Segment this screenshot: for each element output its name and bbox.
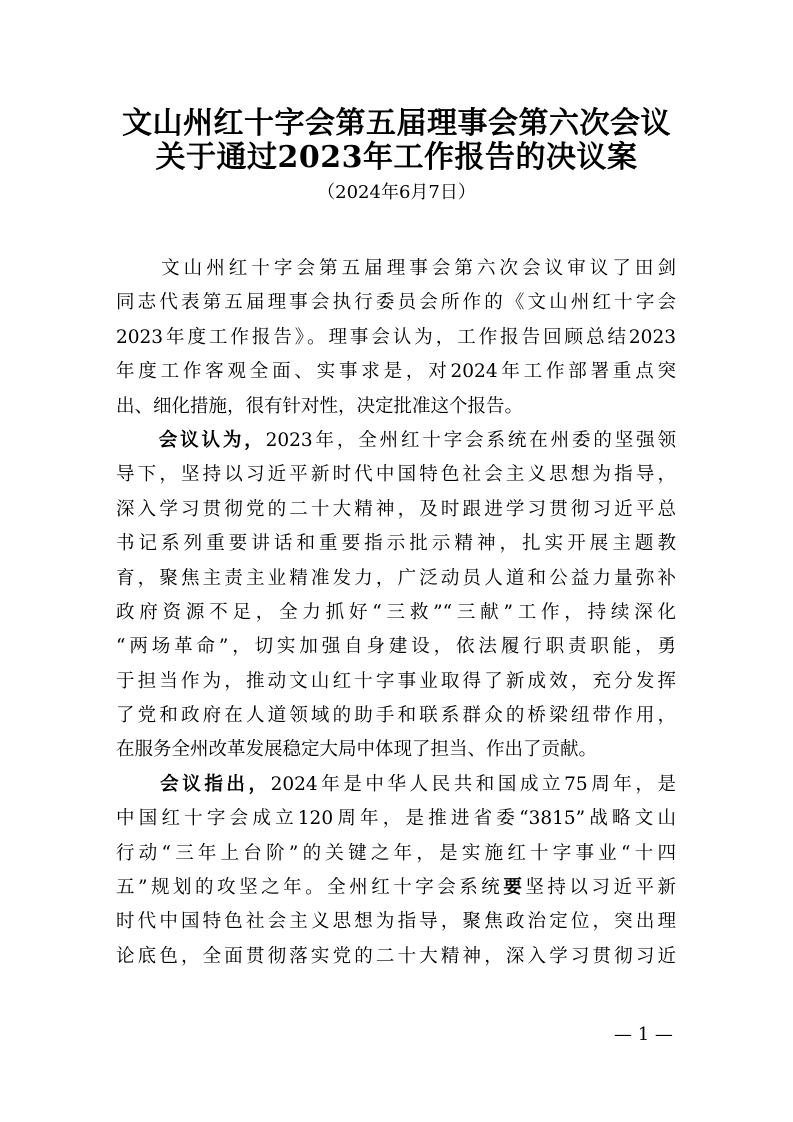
body-line: 书记系列重要讲话和重要指示批示精神，扎实开展主题教	[116, 533, 676, 555]
paragraph-lead: 会议认为，	[158, 429, 266, 451]
body-line: 政府资源不足，全力抓好“三救”“三献”工作，持续深化	[116, 601, 676, 623]
body-line: 时代中国特色社会主义思想为指导，聚焦政治定位，突出理	[116, 911, 676, 933]
document-body	[116, 252, 676, 974]
body-line	[116, 424, 676, 458]
body-text: 2023年，全州红十字会系统在州委的坚强领	[265, 429, 676, 451]
body-line: 于担当作为，推动文山红十字事业取得了新成效，充分发挥	[116, 670, 676, 692]
document-date: （2024年6月7日）	[317, 182, 476, 203]
body-line: 了党和政府在人道领域的助手和联系群众的桥梁纽带作用，	[116, 705, 676, 727]
page-number: — 1 —	[614, 1024, 673, 1045]
document-title-line-2: 关于通过2023年工作报告的决议案	[155, 140, 638, 175]
body-line: 2023年度工作报告》。理事会认为，工作报告回顾总结2023	[116, 326, 676, 348]
body-line	[116, 871, 676, 905]
body-line: 导下，坚持以习近平新时代中国特色社会主义思想为指导，	[116, 464, 676, 486]
body-line: “两场革命”，切实加强自身建设，依法履行职责职能，勇	[116, 636, 676, 658]
body-line: 论底色，全面贯彻落实党的二十大精神，深入学习贯彻习近	[116, 945, 676, 967]
body-line: 育，聚焦主责主业精准发力，广泛动员人道和公益力量弥补	[116, 567, 676, 589]
document-title-line-1: 文山州红十字会第五届理事会第六次会议	[122, 106, 671, 141]
body-text: 坚持以习近平新	[525, 877, 676, 899]
emphasis-text: 要	[503, 877, 526, 899]
body-line: 中国红十字会成立120周年，是推进省委“3815”战略文山	[116, 808, 676, 830]
body-line	[116, 768, 676, 802]
body-line: 行动“三年上台阶”的关键之年，是实施红十字事业“十四	[116, 842, 676, 864]
body-line: 深入学习贯彻党的二十大精神，及时跟进学习贯彻习近平总	[116, 498, 676, 520]
body-line: 年度工作客观全面、实事求是，对2024年工作部署重点突	[116, 361, 676, 383]
body-line: 文山州红十字会第五届理事会第六次会议审议了田剑	[116, 258, 676, 279]
body-text: 2024年是中华人民共和国成立75周年，是	[270, 773, 676, 795]
body-line: 同志代表第五届理事会执行委员会所作的《文山州红十字会	[116, 292, 676, 314]
body-text: 五”规划的攻坚之年。全州红十字会系统	[116, 877, 504, 899]
paragraph-lead: 会议指出，	[160, 773, 271, 795]
body-line: 出、细化措施，很有针对性，决定批准这个报告。	[116, 395, 524, 417]
body-line: 在服务全州改革发展稳定大局中体现了担当、作出了贡献。	[116, 739, 598, 761]
